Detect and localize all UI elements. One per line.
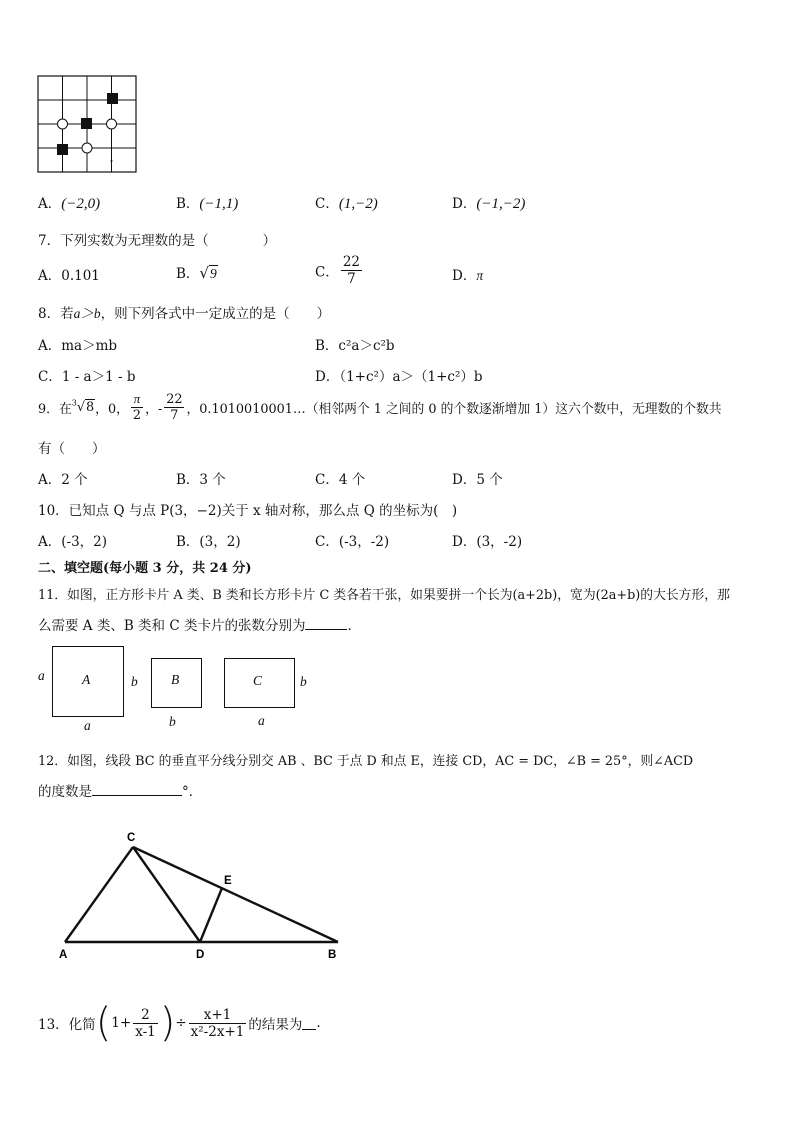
- q7-option-c[interactable]: C． $\frac{22}{7}$: [315, 254, 361, 287]
- card-a-left-label: a: [38, 668, 45, 683]
- black-piece: [107, 93, 118, 104]
- q9-stem-line2: 有（ ）: [38, 441, 106, 457]
- card-a-bottom-label: a: [84, 718, 91, 733]
- q8-stem: 8．若a＞b，则下列各式中一定成立的是（ ）: [38, 306, 331, 322]
- q11-stem-line2: 么需要 A 类、B 类和 C 类卡片的张数分别为 ．: [38, 618, 361, 634]
- card-c-right-label: b: [300, 674, 307, 689]
- card-c-label: C: [253, 673, 263, 688]
- q9-option-b[interactable]: B．3 个: [176, 472, 226, 488]
- grid-dot: [111, 160, 113, 162]
- q8-option-c[interactable]: C．1 - a＞1 - b: [38, 369, 136, 385]
- q8-option-d[interactable]: D．（1+c²）a＞（1+c²）b: [315, 369, 483, 385]
- black-piece: [57, 144, 68, 155]
- q8-option-b[interactable]: B．c²a＞c²b: [315, 338, 395, 354]
- q6-option-a[interactable]: A．(−2,0): [38, 196, 101, 212]
- q10-option-d[interactable]: D．(3，-2): [452, 534, 523, 550]
- white-piece: [82, 143, 92, 153]
- q7-option-d[interactable]: D．π: [452, 268, 484, 284]
- card-a-label: A: [82, 672, 91, 687]
- card-b-bottom-label: b: [169, 714, 176, 729]
- answer-blank[interactable]: [305, 617, 347, 630]
- card-b-label: B: [171, 672, 180, 687]
- q6-grid-figure: [36, 74, 140, 174]
- point-e-label: E: [224, 875, 232, 887]
- q10-option-a[interactable]: A．(-3，2): [38, 534, 108, 550]
- q10-option-c[interactable]: C．(-3，-2): [315, 534, 390, 550]
- q9-option-a[interactable]: A．2 个: [38, 472, 88, 488]
- q11-stem-line1: 11．如图，正方形卡片 A 类、B 类和长方形卡片 C 类各若干张，如果要拼一个长为(a+2b)，宽为(2a+b)的大长方形，那: [38, 588, 730, 603]
- q7-option-b[interactable]: B．√9: [176, 264, 217, 282]
- point-d-label: D: [196, 949, 205, 961]
- point-b-label: B: [328, 949, 337, 961]
- q9-option-d[interactable]: D．5 个: [452, 472, 503, 488]
- card-b-left-label: b: [131, 674, 138, 689]
- q10-stem: 10．已知点 Q 与点 P(3，−2)关于 x 轴对称，那么点 Q 的坐标为( ): [38, 503, 458, 519]
- q7-option-a[interactable]: A．0.101: [38, 268, 100, 284]
- q10-option-b[interactable]: B．(3，2): [176, 534, 241, 550]
- q8-option-a[interactable]: A．ma＞mb: [38, 338, 118, 354]
- q6-option-c[interactable]: C．(1,−2): [315, 196, 378, 212]
- q12-triangle-figure: [55, 828, 355, 968]
- q9-option-c[interactable]: C．4 个: [315, 472, 366, 488]
- q12-stem-line2: 的度数是 °．: [38, 784, 203, 800]
- q9-stem: 9．在$^3$√8，0， $\frac{\pi}{2}$ ，- $\frac{22}{7}$ ，0.1010010001…（相邻两个 1 之间的 0 的个数逐渐增加 1）这六个数中，无理数的个数共: [38, 392, 722, 423]
- white-piece: [58, 119, 68, 129]
- black-piece: [81, 118, 92, 129]
- answer-blank[interactable]: [302, 1017, 316, 1030]
- q13-stem: 13．化简(1+ $\frac{2}{x-1}$ )÷ $\frac{x+1}{\text{x²-2x+1}}$ 的结果为 .: [38, 1000, 321, 1046]
- white-piece: [107, 119, 117, 129]
- q6-option-b[interactable]: B．(−1,1): [176, 196, 239, 212]
- q6-option-d[interactable]: D．(−1,−2): [452, 196, 526, 212]
- point-a-label: A: [59, 949, 68, 961]
- card-c-bottom-label: a: [258, 713, 265, 728]
- q7-stem: 7．下列实数为无理数的是（ ）: [38, 233, 277, 249]
- answer-blank[interactable]: [92, 783, 182, 796]
- section-heading: 二、填空题(每小题 3 分，共 24 分): [38, 561, 252, 576]
- q12-stem-line1: 12．如图，线段 BC 的垂直平分线分别交 AB 、BC 于点 D 和点 E，连接 CD，AC = DC，∠B = 25°，则∠ACD: [38, 754, 694, 769]
- point-c-label: C: [127, 832, 136, 844]
